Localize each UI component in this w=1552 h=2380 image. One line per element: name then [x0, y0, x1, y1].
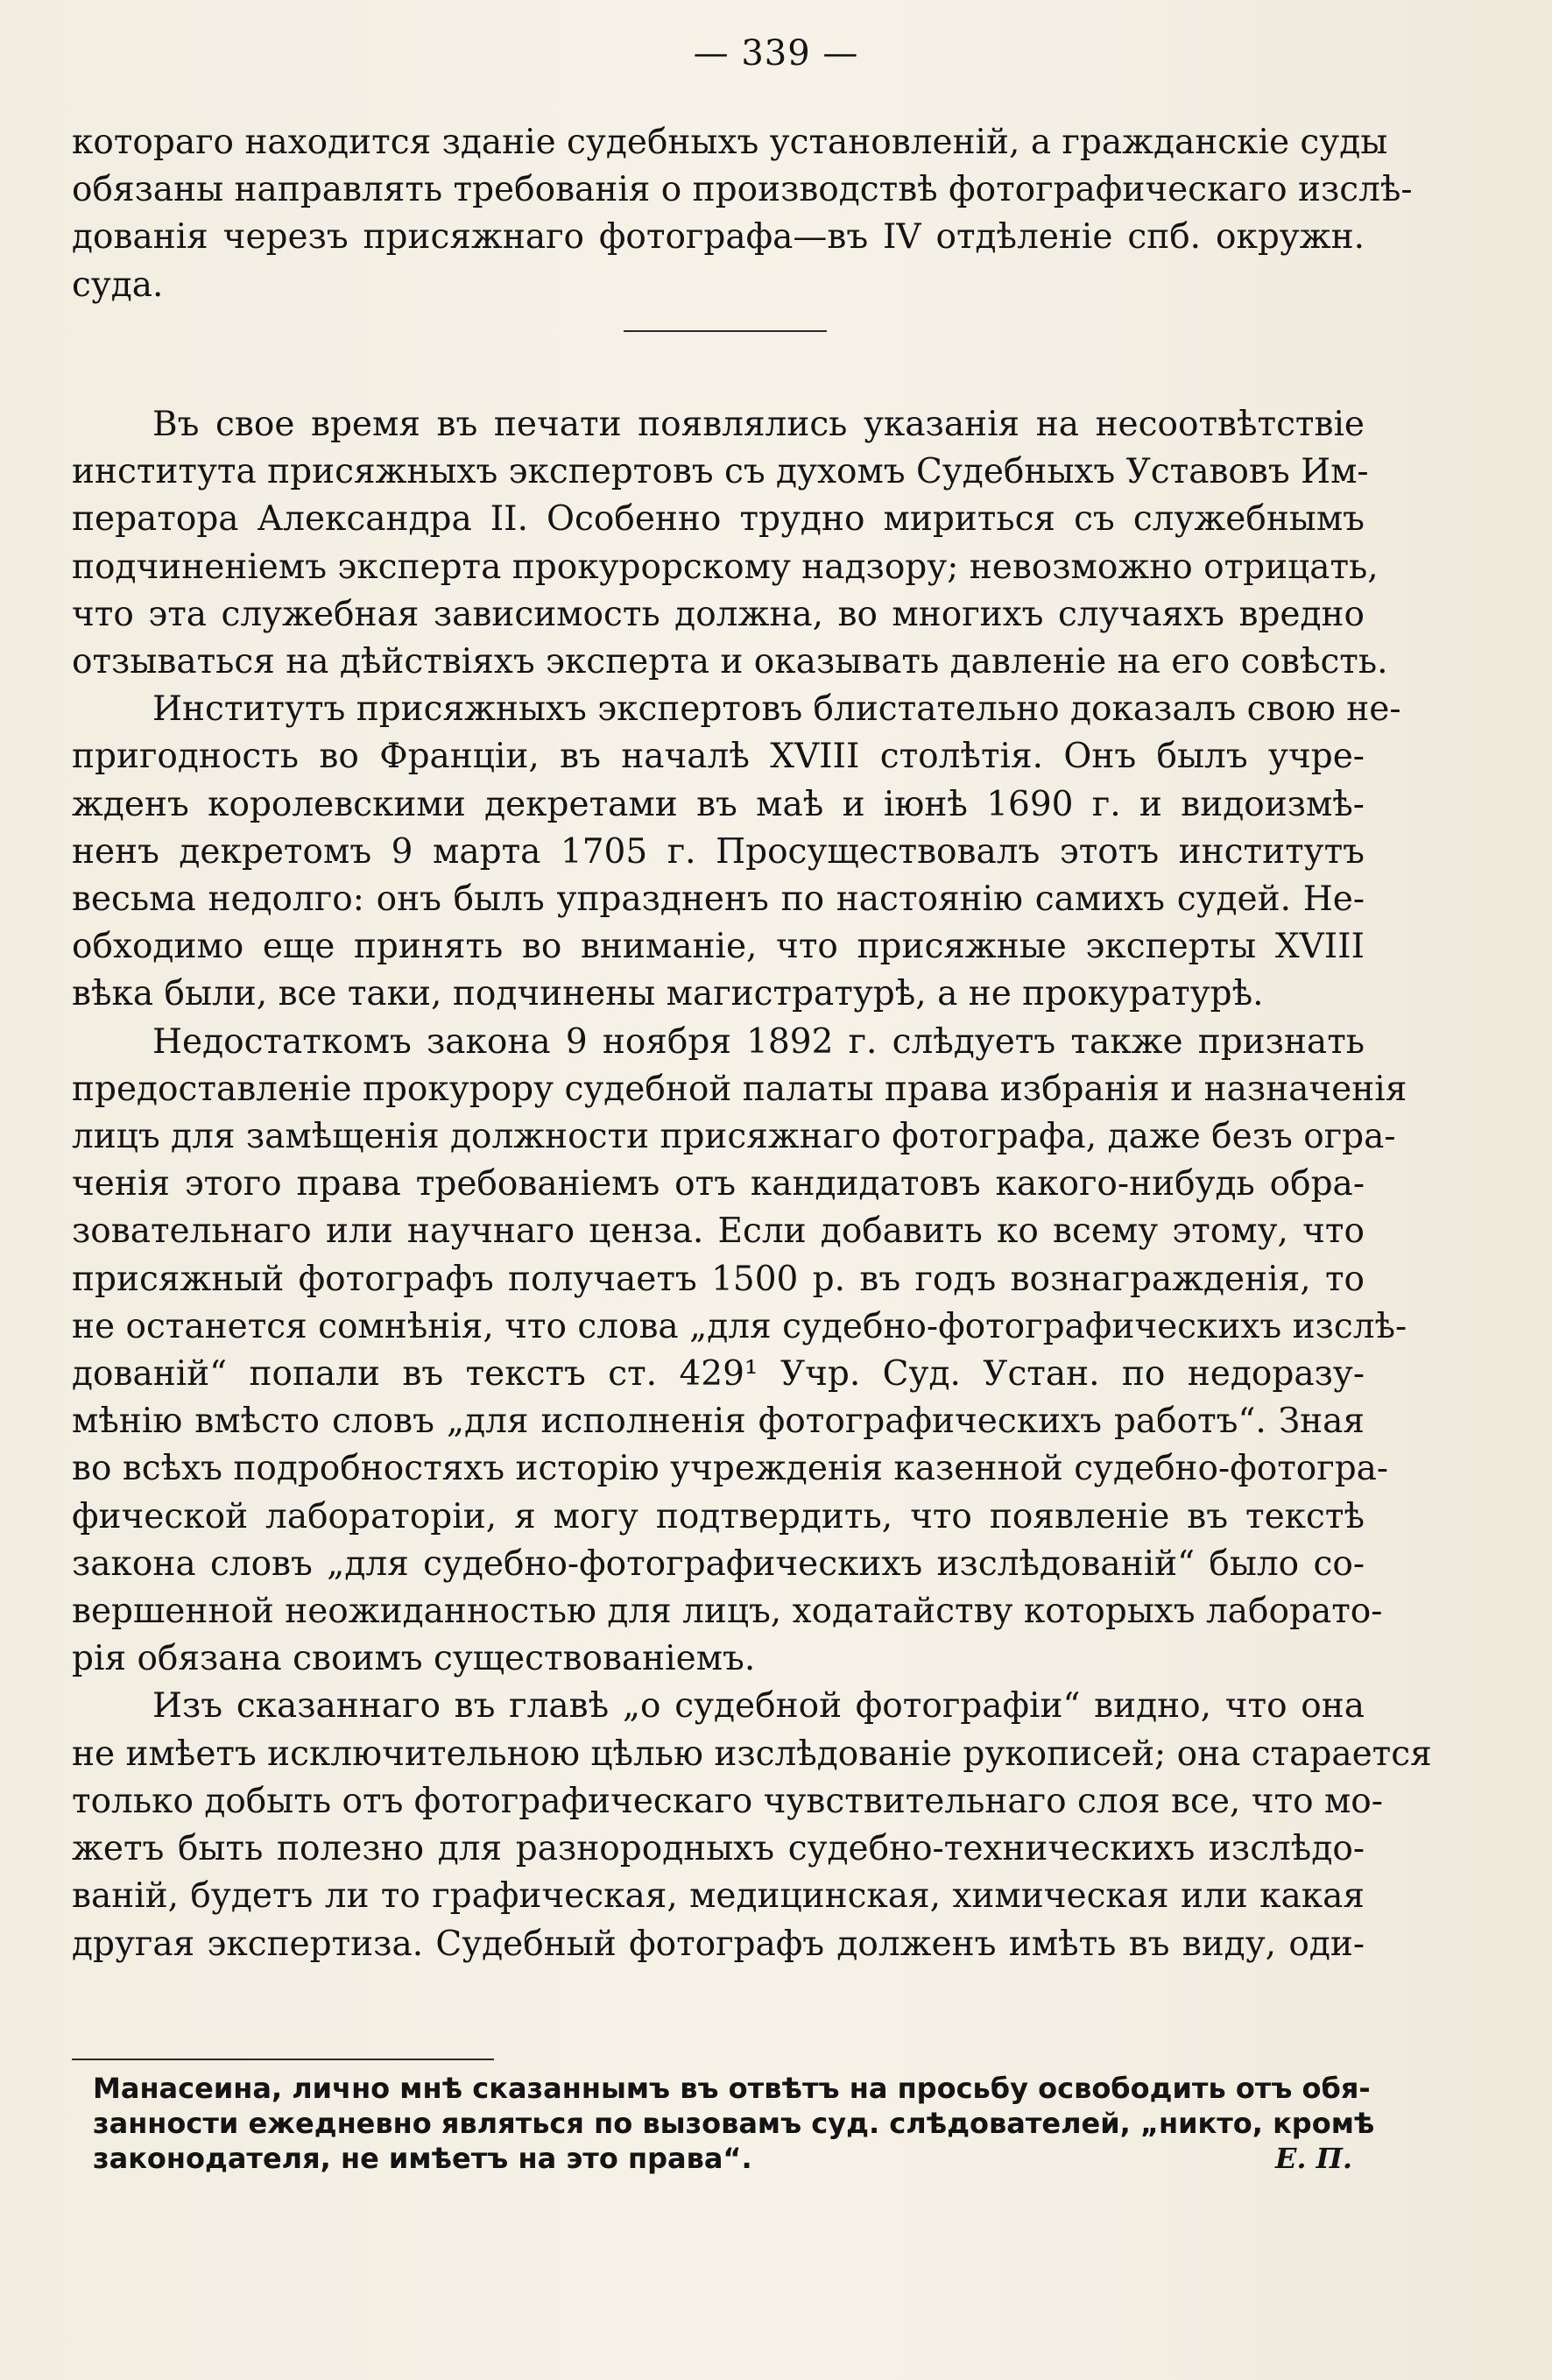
text-line: суда.	[72, 265, 164, 305]
text-line: обязаны направлять требованія о производствѣ фотографическаго изслѣ-	[72, 170, 1413, 210]
text-line: вершенной неожиданностью для лицъ, ходатайству которыхъ лаборато-	[72, 1592, 1383, 1632]
section-divider	[624, 330, 827, 332]
text-line: фической лабораторіи, я могу подтвердить, что появленіе въ текстѣ	[72, 1496, 1365, 1536]
text-line: не останется сомнѣнія, что слова „для судебно-фотографическихъ изслѣ-	[72, 1306, 1407, 1346]
text-line: ператора Александра II. Особенно трудно мириться съ служебнымъ	[72, 499, 1365, 540]
text-line: котораго находится зданіе судебныхъ установленій, а гражданскіе суды	[72, 123, 1388, 162]
text-line: ченія этого права требованіемъ отъ кандидатовъ какого-нибудь обра-	[72, 1164, 1365, 1204]
text-line: не имѣетъ исключительною цѣлью изслѣдованіе рукописей; она старается	[72, 1734, 1432, 1774]
text-line: предоставленіе прокурору судебной палаты права избранія и назначенія	[72, 1069, 1407, 1109]
text-line: рія обязана своимъ существованіемъ.	[72, 1639, 756, 1679]
text-line: во всѣхъ подробностяхъ исторію учрежденія казенной судебно-фотогра-	[72, 1449, 1389, 1489]
text-line: вѣка были, все таки, подчинены магистратурѣ, а не прокуратурѣ.	[72, 974, 1264, 1014]
text-line: присяжный фотографъ получаетъ 1500 р. въ годъ вознагражденія, то	[72, 1259, 1365, 1299]
text-line: закона словъ „для судебно-фотографическихъ изслѣдованій“ было со-	[72, 1543, 1365, 1584]
text-line: ваній, будетъ ли то графическая, медицинская, химическая или какая	[72, 1876, 1365, 1917]
text-line: обходимо еще принять во вниманіе, что присяжные эксперты XVIII	[72, 927, 1365, 967]
text-line: дованія черезъ присяжнаго фотографа—въ IV отдѣленіе спб. окружн.	[72, 217, 1365, 258]
text-line: весьма недолго: онъ былъ упраздненъ по настоянію самихъ судей. Не-	[72, 879, 1365, 920]
footnote-rule	[72, 2059, 494, 2060]
footnote	[93, 2071, 1375, 2176]
footnote-line: Манасеина, лично мнѣ сказаннымъ въ отвѣтъ на просьбу освободить отъ обя-	[93, 2072, 1371, 2105]
page-number: — 339 —	[693, 33, 859, 74]
text-line: Недостаткомъ закона 9 ноября 1892 г. слѣдуетъ также признать	[152, 1021, 1365, 1062]
text-line: жденъ королевскими декретами въ маѣ и іюнѣ 1690 г. и видоизмѣ-	[72, 784, 1365, 824]
text-line: отзываться на дѣйствіяхъ эксперта и оказывать давленіе на его совѣсть.	[72, 642, 1388, 682]
text-line: зовательнаго или научнаго ценза. Если добавить ко всему этому, что	[72, 1211, 1365, 1252]
text-line: дованій“ попали въ текстъ ст. 429¹ Учр. Суд. Устан. по недоразу-	[72, 1354, 1365, 1395]
text-line: Институтъ присяжныхъ экспертовъ блистательно доказалъ свою не-	[152, 689, 1401, 730]
text-line: подчиненіемъ эксперта прокурорскому надзору; невозможно отрицать,	[72, 547, 1379, 587]
text-line: только добыть отъ фотографическаго чувствительнаго слоя все, что мо-	[72, 1781, 1383, 1821]
text-line: мѣнію вмѣсто словъ „для исполненія фотографическихъ работъ“. Зная	[72, 1402, 1365, 1442]
footnote-line: законодателя, не имѣетъ на это права“.	[93, 2142, 752, 2175]
text-line: что эта служебная зависимость должна, во многихъ случаяхъ вредно	[72, 594, 1365, 634]
footnote-line-signed	[93, 2141, 1352, 2176]
text-line: института присяжныхъ экспертовъ съ духомъ Судебныхъ Уставовъ Им-	[72, 452, 1369, 492]
text-line: жетъ быть полезно для разнородныхъ судебно-техническихъ изслѣдо-	[72, 1829, 1365, 1869]
main-text	[72, 401, 1432, 1968]
footnote-line: занности ежедневно являться по вызовамъ суд. слѣдователей, „никто, кромѣ	[93, 2107, 1375, 2140]
top-paragraph	[72, 119, 1413, 309]
text-line: другая экспертиза. Судебный фотографъ долженъ имѣть въ виду, оди-	[72, 1924, 1365, 1964]
text-line: ненъ декретомъ 9 марта 1705 г. Просуществовалъ этотъ институтъ	[72, 831, 1365, 872]
text-line: пригодность во Франціи, въ началѣ XVIII столѣтія. Онъ былъ учре-	[72, 737, 1365, 777]
footnote-signature: Е. П.	[1274, 2142, 1352, 2175]
text-line: Изъ сказаннаго въ главѣ „о судебной фотографіи“ видно, что она	[152, 1686, 1365, 1727]
text-line: лицъ для замѣщенія должности присяжнаго фотографа, даже безъ огра-	[72, 1117, 1396, 1157]
text-line: Въ свое время въ печати появлялись указанія на несоотвѣтствіе	[152, 405, 1365, 444]
